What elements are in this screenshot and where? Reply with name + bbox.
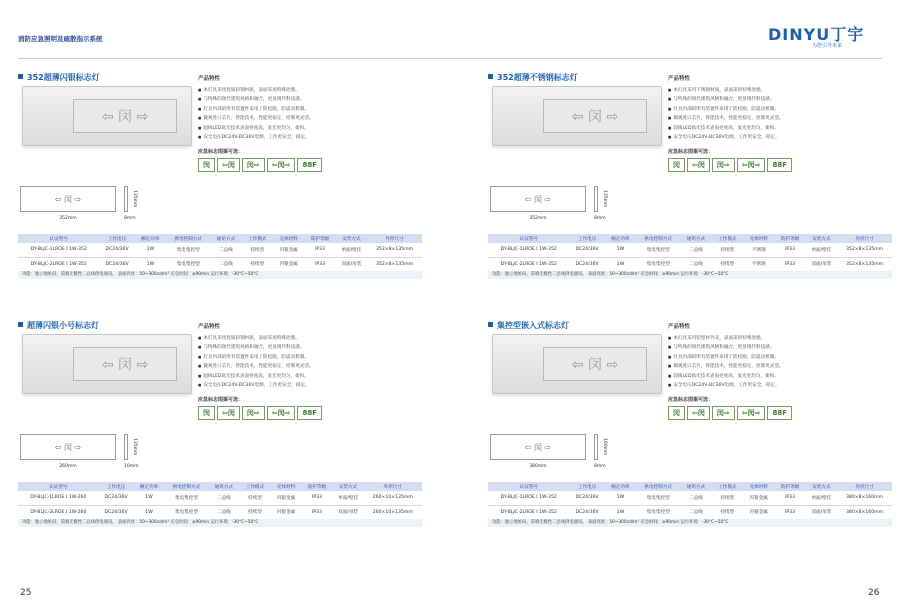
table-header-row	[488, 234, 892, 243]
table-row	[488, 257, 892, 271]
table-cell: 持续型	[239, 505, 270, 519]
feature-item: ■ 灯具内部的所有装置件采用了防松脱，防震动机制。	[668, 353, 878, 362]
table-cell: 持续型	[242, 243, 273, 257]
product-title	[18, 72, 100, 83]
table-cell: DC24/36V	[99, 257, 134, 271]
table-cell: DY-BLJC-1LROE I 1W-352	[488, 243, 569, 257]
table-cell: 闪银金属	[743, 505, 774, 519]
table-row	[488, 243, 892, 257]
feature-item: ■ 本灯具采用铝型材外壳，表面采用特殊处理。	[668, 334, 878, 343]
table-cell: DC24/36V	[99, 491, 134, 505]
table-cell: 持续型	[712, 491, 743, 505]
table-header-row	[18, 482, 422, 491]
table-row	[18, 243, 422, 257]
table-cell: 持续型	[712, 257, 743, 271]
spec-note: 功能：独立地址码，前端无极性二总线供电通讯。 表面亮度：50~300cd/m² 应急时间：≥90min 运行环境：-30°C~50°C	[488, 271, 892, 279]
table-cell: 双面/吊装	[806, 257, 837, 271]
brand-logo	[768, 22, 888, 58]
feature-item: ■ 本灯具采用优质彩钢材质，表面采用特殊处理。	[198, 86, 408, 95]
table-cell: 单面/壁挂	[806, 243, 837, 257]
exit-sign-icon: ⇦ 闵 ⇨	[543, 99, 647, 133]
column-header: 工作电压	[99, 234, 134, 243]
feature-item: ■ 微观进口芯片，智能技术，性能更稳定，控制更灵活。	[198, 114, 408, 123]
brand-tagline: 为您引导未来	[812, 43, 843, 49]
product-title	[488, 320, 569, 331]
column-header: 防护等级	[302, 482, 333, 491]
table-cell: DY-BLJC-2LROE I 1W-352	[18, 257, 99, 271]
sign-pattern-option: 闵	[198, 406, 215, 420]
code-options	[668, 406, 792, 420]
table-cell: 二总线	[680, 257, 711, 271]
feature-item: ■ 安全电压DC24V-DC36V电源，工作更安全，稳定。	[668, 133, 878, 142]
table-cell: 1W	[605, 257, 636, 271]
features-heading: 产品特性	[198, 324, 221, 330]
table-cell: 双面/吊装	[806, 505, 837, 519]
table-cell: 单面/壁挂	[336, 243, 367, 257]
table-cell: 1W	[135, 243, 166, 257]
column-header: 外形尺寸	[364, 482, 422, 491]
side-view	[594, 434, 598, 460]
sign-pattern-option: ⇦闵	[217, 406, 240, 420]
table-cell: DC24/36V	[569, 243, 604, 257]
sign-pattern-option: 闵⇨	[242, 406, 265, 420]
header-divider	[18, 58, 882, 59]
table-cell: IP33	[304, 257, 335, 271]
table-cell: 集电集控型	[636, 505, 680, 519]
sign-pattern-option: ⇦闵⇨	[737, 158, 766, 172]
spec-table	[18, 482, 422, 520]
page-number-left: 25	[20, 588, 32, 598]
column-header: 通讯方式	[210, 234, 241, 243]
exit-sign-icon: ⇦ 闵 ⇨	[73, 99, 177, 133]
title-marker-icon	[488, 74, 493, 79]
table-row	[18, 491, 422, 505]
feature-item: ■ 灯具内部的所有装置件采用了防松脱，防震动机制。	[198, 353, 408, 362]
sign-pattern-option: 闵	[668, 406, 685, 420]
table-cell: 352×8×135mm	[367, 243, 422, 257]
table-cell: 集电集控型	[166, 257, 210, 271]
product-photo	[22, 86, 192, 146]
product-photo	[22, 334, 192, 394]
feature-item: ■ 安全电压DC24V-DC36V电源，工作更安全，稳定。	[668, 381, 878, 390]
side-view	[124, 186, 128, 212]
sign-pattern-option: 88F	[297, 158, 322, 172]
column-header: 壳体材料	[743, 482, 774, 491]
table-cell: DY-BLJC-2LROE I 1W-260	[18, 505, 99, 519]
table-cell: DC24/36V	[569, 491, 604, 505]
depth-label: 8mm	[594, 216, 606, 221]
table-cell: 二总线	[680, 505, 711, 519]
table-cell: IP33	[302, 491, 333, 505]
width-label: 352mm	[59, 216, 77, 221]
table-cell: DY-BLJC-2LROE I 1W-352	[488, 257, 569, 271]
spec-note: 功能：独立地址码，前端无极性二总线供电通讯。 表面亮度：50~300cd/m² 应急时间：≥90min 运行环境：-30°C~50°C	[18, 271, 422, 279]
table-cell: DC24/36V	[569, 257, 604, 271]
feature-item: ■ 本灯具采用不锈钢材质，表面采用特殊处理。	[668, 86, 878, 95]
height-label: 135mm	[132, 438, 137, 456]
table-cell: 1W	[134, 505, 165, 519]
table-cell: 二总线	[210, 243, 241, 257]
table-cell: 1W	[605, 505, 636, 519]
feature-item: ■ 超线LED高光技术表面亮度高，发光更均匀，柔和。	[668, 372, 878, 381]
depth-label: 8mm	[594, 464, 606, 469]
column-header: 安装方式	[336, 234, 367, 243]
table-cell: DY-BLJC-1LROE I 1W-352	[18, 243, 99, 257]
product-block	[470, 320, 890, 560]
feature-item: ■ 本灯具采用优质彩钢材质，表面采用特殊处理。	[198, 334, 408, 343]
column-header: 工作模式	[712, 482, 743, 491]
spec-table	[18, 234, 422, 272]
table-cell: IP33	[304, 243, 335, 257]
height-label: 160mm	[602, 438, 607, 456]
product-photo	[492, 334, 662, 394]
dimension-drawing	[490, 180, 690, 228]
column-header: 工作电压	[99, 482, 134, 491]
feature-item: ■ 与特殊的现代建筑风格和融合，更显现代科技感。	[668, 95, 878, 104]
table-cell: IP33	[774, 257, 805, 271]
table-row	[488, 491, 892, 505]
side-view	[124, 434, 128, 460]
column-header: 认证型号	[488, 234, 569, 243]
sign-pattern-option: 88F	[767, 158, 792, 172]
table-cell: 集电集控型	[165, 505, 209, 519]
feature-item: ■ 超线LED高光技术表面亮度高，发光更均匀，柔和。	[198, 124, 408, 133]
column-header: 外形尺寸	[837, 234, 892, 243]
table-cell: 集电集控型	[166, 243, 210, 257]
column-header: 供电控制方式	[166, 234, 210, 243]
table-cell: DC24/36V	[99, 505, 134, 519]
column-header: 认证型号	[18, 234, 99, 243]
feature-item: ■ 与特殊的现代建筑风格和融合，更显现代科技感。	[668, 343, 878, 352]
column-header: 防护等级	[774, 234, 805, 243]
feature-item: ■ 灯具内部的所有装置件采用了防松脱，防震动机制。	[198, 105, 408, 114]
dimension-drawing	[20, 180, 220, 228]
column-header: 壳体材料	[270, 482, 301, 491]
front-view: ⇦ 闵 ⇨	[490, 186, 586, 212]
table-cell: 集电集控型	[636, 491, 680, 505]
features-heading: 产品特性	[668, 76, 691, 82]
table-row	[18, 505, 422, 519]
feature-list	[668, 86, 878, 142]
column-header: 额定功率	[605, 234, 636, 243]
codes-heading: 应急标志图案可选：	[668, 149, 714, 155]
product-block	[0, 72, 420, 312]
column-header: 认证型号	[488, 482, 569, 491]
sign-pattern-option: ⇦闵⇨	[267, 158, 296, 172]
table-cell: 闪银金属	[273, 243, 304, 257]
sign-pattern-option: 闵⇨	[712, 406, 735, 420]
table-cell: 二总线	[210, 257, 241, 271]
table-cell: 不锈钢	[743, 257, 774, 271]
table-cell: 二总线	[680, 243, 711, 257]
table-cell: 1W	[605, 243, 636, 257]
column-header: 防护等级	[304, 234, 335, 243]
page-header	[0, 25, 900, 56]
feature-list	[198, 86, 408, 142]
product-title-text: 超薄闪银小号标志灯	[27, 321, 99, 330]
table-cell: 260×10×135mm	[364, 505, 422, 519]
column-header: 认证型号	[18, 482, 99, 491]
table-cell: IP33	[302, 505, 333, 519]
width-label: 260mm	[59, 464, 77, 469]
feature-item: ■ 灯具内部的所有装置件采用了防松脱，防震动机制。	[668, 105, 878, 114]
codes-heading: 应急标志图案可选：	[198, 149, 244, 155]
table-cell: 闪银金属	[273, 257, 304, 271]
table-cell: 380×8×160mm	[837, 505, 892, 519]
section-title: 消防应急照明及疏散指示系统	[18, 35, 103, 43]
table-cell: 单面/壁挂	[333, 491, 364, 505]
table-cell: 集电集控型	[165, 491, 209, 505]
column-header: 额定功率	[605, 482, 636, 491]
spec-note: 功能：独立地址码，前端无极性二总线供电通讯。 表面亮度：50~300cd/m² 应急时间：≥90min 运行环境：-30°C~50°C	[18, 519, 422, 527]
sign-pattern-option: 闵	[198, 158, 215, 172]
table-cell: 352×8×135mm	[367, 257, 422, 271]
code-options	[198, 158, 322, 172]
sign-pattern-option: ⇦闵	[687, 158, 710, 172]
width-label: 380mm	[529, 464, 547, 469]
table-cell: 双面/吊装	[333, 505, 364, 519]
column-header: 供电控制方式	[636, 482, 680, 491]
table-cell: 单面/壁挂	[806, 491, 837, 505]
table-cell: 集电集控型	[636, 243, 680, 257]
column-header: 工作模式	[242, 234, 273, 243]
title-marker-icon	[18, 322, 23, 327]
table-cell: 持续型	[712, 505, 743, 519]
spec-note: 功能：独立地址码，前端无极性二总线供电通讯。 表面亮度：50~300cd/m² 应急时间：≥90min 运行环境：-30°C~50°C	[488, 519, 892, 527]
product-block	[0, 320, 420, 560]
column-header: 防护等级	[774, 482, 805, 491]
table-cell: 闪银金属	[743, 491, 774, 505]
sign-pattern-option: 88F	[297, 406, 322, 420]
table-cell: 闪银金属	[270, 505, 301, 519]
table-cell: 1W	[134, 491, 165, 505]
column-header: 外形尺寸	[837, 482, 892, 491]
table-cell: 二总线	[208, 491, 239, 505]
depth-label: 10mm	[124, 464, 139, 469]
table-cell: DY-BLJC-1LROE I 1W-260	[18, 491, 99, 505]
features-heading: 产品特性	[198, 76, 221, 82]
column-header: 安装方式	[806, 234, 837, 243]
feature-item: ■ 超线LED高光技术表面亮度高，发光更均匀，柔和。	[668, 124, 878, 133]
height-label: 135mm	[602, 190, 607, 208]
table-cell: 380×8×160mm	[837, 491, 892, 505]
brand-name: DINYU丁宇	[768, 25, 865, 44]
feature-list	[198, 334, 408, 390]
table-row	[488, 505, 892, 519]
table-header-row	[18, 234, 422, 243]
table-cell: DY-BLJC-2LROE I 1W-352	[488, 505, 569, 519]
table-cell: 持续型	[239, 491, 270, 505]
spec-table	[488, 482, 892, 520]
sign-pattern-option: 88F	[767, 406, 792, 420]
table-cell: 二总线	[208, 505, 239, 519]
title-marker-icon	[488, 322, 493, 327]
column-header: 工作模式	[239, 482, 270, 491]
feature-item: ■ 微观进口芯片，智能技术，性能更稳定，控制更灵活。	[668, 114, 878, 123]
column-header: 额定功率	[135, 234, 166, 243]
dimension-drawing	[490, 428, 690, 476]
table-cell: DC24/36V	[99, 243, 134, 257]
feature-list	[668, 334, 878, 390]
sign-pattern-option: ⇦闵⇨	[737, 406, 766, 420]
product-title-text: 集控型嵌入式标志灯	[497, 321, 569, 330]
table-cell: 持续型	[712, 243, 743, 257]
table-cell: 双面/吊装	[336, 257, 367, 271]
column-header: 工作电压	[569, 234, 604, 243]
features-heading: 产品特性	[668, 324, 691, 330]
column-header: 安装方式	[806, 482, 837, 491]
title-marker-icon	[18, 74, 23, 79]
sign-pattern-option: 闵	[668, 158, 685, 172]
product-photo	[492, 86, 662, 146]
table-cell: 1W	[135, 257, 166, 271]
table-cell: 260×10×135mm	[364, 491, 422, 505]
table-cell: IP33	[774, 243, 805, 257]
column-header: 通讯方式	[680, 234, 711, 243]
code-options	[198, 406, 322, 420]
column-header: 工作模式	[712, 234, 743, 243]
product-block	[470, 72, 890, 312]
feature-item: ■ 微观进口芯片，智能技术，性能更稳定，控制更灵活。	[668, 362, 878, 371]
column-header: 外形尺寸	[367, 234, 422, 243]
table-cell: IP33	[774, 491, 805, 505]
table-cell: 1W	[605, 491, 636, 505]
table-header-row	[488, 482, 892, 491]
feature-item: ■ 安全电压DC24V-DC36V电源，工作更安全，稳定。	[198, 381, 408, 390]
table-cell: IP33	[774, 505, 805, 519]
column-header: 额定功率	[134, 482, 165, 491]
exit-sign-icon: ⇦ 闵 ⇨	[543, 347, 647, 381]
table-row	[18, 257, 422, 271]
feature-item: ■ 与特殊的现代建筑风格和融合，更显现代科技感。	[198, 95, 408, 104]
dimension-drawing	[20, 428, 220, 476]
table-cell: 持续型	[242, 257, 273, 271]
front-view: ⇦ 闵 ⇨	[20, 434, 116, 460]
column-header: 安装方式	[333, 482, 364, 491]
column-header: 通讯方式	[208, 482, 239, 491]
product-title	[488, 72, 578, 83]
product-title-text: 352超薄闪银标志灯	[27, 73, 100, 82]
table-cell: 352×8×135mm	[837, 257, 892, 271]
column-header: 通讯方式	[680, 482, 711, 491]
sign-pattern-option: ⇦闵⇨	[267, 406, 296, 420]
feature-item: ■ 与特殊的现代建筑风格和融合，更显现代科技感。	[198, 343, 408, 352]
table-cell: 闪银金属	[270, 491, 301, 505]
spec-table	[488, 234, 892, 272]
feature-item: ■ 微观进口芯片，智能技术，性能更稳定，控制更灵活。	[198, 362, 408, 371]
codes-heading: 应急标志图案可选：	[668, 397, 714, 403]
column-header: 供电控制方式	[165, 482, 209, 491]
column-header: 工作电压	[569, 482, 604, 491]
feature-item: ■ 超线LED高光技术表面亮度高，发光更均匀，柔和。	[198, 372, 408, 381]
sign-pattern-option: ⇦闵	[217, 158, 240, 172]
table-cell: 不锈钢	[743, 243, 774, 257]
sign-pattern-option: 闵⇨	[242, 158, 265, 172]
width-label: 352mm	[529, 216, 547, 221]
sign-pattern-option: 闵⇨	[712, 158, 735, 172]
column-header: 壳体材料	[273, 234, 304, 243]
page-number-right: 26	[868, 588, 880, 598]
table-cell: DY-BLJC-1LROE I 1W-352	[488, 491, 569, 505]
feature-item: ■ 安全电压DC24V-DC36V电源，工作更安全，稳定。	[198, 133, 408, 142]
column-header: 壳体材料	[743, 234, 774, 243]
height-label: 135mm	[132, 190, 137, 208]
table-cell: 二总线	[680, 491, 711, 505]
table-cell: 352×8×135mm	[837, 243, 892, 257]
product-title	[18, 320, 99, 331]
code-options	[668, 158, 792, 172]
depth-label: 8mm	[124, 216, 136, 221]
codes-heading: 应急标志图案可选：	[198, 397, 244, 403]
exit-sign-icon: ⇦ 闵 ⇨	[73, 347, 177, 381]
side-view	[594, 186, 598, 212]
sign-pattern-option: ⇦闵	[687, 406, 710, 420]
column-header: 供电控制方式	[636, 234, 680, 243]
table-cell: DC24/36V	[569, 505, 604, 519]
front-view: ⇦ 闵 ⇨	[490, 434, 586, 460]
table-cell: 集电集控型	[636, 257, 680, 271]
product-title-text: 352超薄不锈钢标志灯	[497, 73, 578, 82]
front-view: ⇦ 闵 ⇨	[20, 186, 116, 212]
